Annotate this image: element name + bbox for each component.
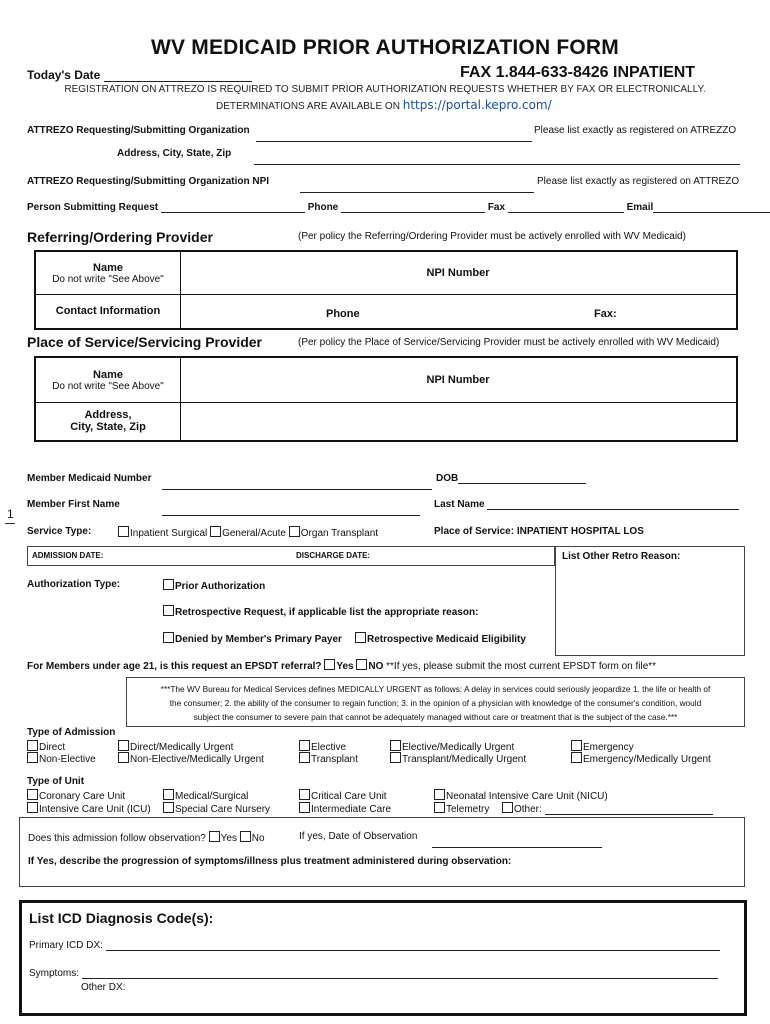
discharge-date-label: DISCHARGE DATE:: [296, 551, 371, 560]
checkbox-icon[interactable]: [240, 831, 251, 842]
adm-elective-urgent[interactable]: Elective/Medically Urgent: [390, 740, 514, 753]
place-policy: (Per policy the Place of Service/Servicing Provider must be actively enrolled with WV Medicaid): [298, 337, 720, 348]
requesting-npi-note: Please list exactly as registered on ATTREZO: [537, 176, 740, 187]
checkbox-icon[interactable]: [27, 789, 38, 800]
requesting-org-note: Please list exactly as registered on ATREZZO: [534, 125, 737, 136]
adm-direct-urgent[interactable]: Direct/Medically Urgent: [118, 740, 233, 753]
place-of-service-label: Place of Service:: [434, 526, 515, 537]
epsdt-question: For Members under age 21, is this request an EPSDT referral?: [27, 661, 322, 672]
member-first-field[interactable]: [162, 498, 420, 516]
contact-info-label: Contact Information: [55, 305, 161, 317]
referring-name-label: Name: [93, 261, 123, 274]
last-name-label: Last Name: [434, 499, 485, 510]
medically-urgent-box: [126, 677, 745, 727]
fax-line: FAX 1.844-633-8426 INPATIENT: [460, 64, 696, 81]
checkbox-icon[interactable]: [289, 526, 300, 537]
person-label: Person Submitting Request: [27, 202, 159, 213]
address-field[interactable]: [254, 147, 740, 165]
auth-retro[interactable]: Retrospective Request, if applicable list the appropriate reason:: [163, 605, 478, 618]
page-marker: 1: [7, 507, 14, 521]
member-first-label: Member First Name: [27, 499, 120, 510]
other-dx-label: Other DX:: [81, 982, 126, 993]
checkbox-icon[interactable]: [163, 579, 174, 590]
checkbox-icon[interactable]: [163, 789, 174, 800]
adm-non-elective[interactable]: Non-Elective: [27, 752, 96, 765]
checkbox-icon[interactable]: [299, 802, 310, 813]
place-heading: Place of Service/Servicing Provider: [27, 334, 263, 350]
adm-non-elective-urgent[interactable]: Non-Elective/Medically Urgent: [118, 752, 264, 765]
todays-date-label: Today's Date: [27, 68, 101, 82]
requesting-npi-label: ATTREZO Requesting/Submitting Organization NPI: [27, 176, 270, 187]
service-organ-transplant[interactable]: Organ Transplant: [289, 528, 378, 539]
checkbox-icon[interactable]: [299, 789, 310, 800]
auth-retro-medicaid[interactable]: Retrospective Medicaid Eligibility: [355, 632, 526, 645]
checkbox-icon[interactable]: [571, 740, 582, 751]
member-medicaid-label: Member Medicaid Number: [27, 473, 152, 484]
place-npi-cell[interactable]: [180, 358, 736, 402]
checkbox-icon[interactable]: [118, 740, 129, 751]
checkbox-icon[interactable]: [163, 802, 174, 813]
checkbox-icon[interactable]: [390, 752, 401, 763]
place-npi-label: NPI Number: [426, 374, 490, 386]
retro-reason-box[interactable]: [555, 546, 745, 656]
last-name-field[interactable]: [434, 499, 739, 510]
epsdt-note: **If yes, please submit the most current EPSDT form on file**: [386, 661, 657, 672]
referring-name-cell: [36, 252, 180, 294]
unit-intermediate[interactable]: Intermediate Care: [299, 802, 391, 815]
checkbox-icon[interactable]: [324, 659, 335, 670]
adm-emergency[interactable]: Emergency: [571, 740, 634, 753]
symptoms-field[interactable]: [29, 968, 718, 979]
email-label: Email: [626, 202, 654, 213]
service-type-label: Service Type:: [27, 526, 92, 537]
obs-date-field[interactable]: [432, 830, 602, 848]
icd-heading: List ICD Diagnosis Code(s):: [29, 910, 214, 926]
todays-date-field[interactable]: [27, 68, 252, 82]
checkbox-icon[interactable]: [434, 789, 445, 800]
registration-text: DETERMINATIONS ARE AVAILABLE ON: [216, 101, 400, 112]
urgent-line-1: ***The WV Bureau for Medical Services defines MEDICALLY URGENT as follows: A delay in services could seriously jeopardize 1. the life or health of: [160, 684, 711, 694]
checkbox-icon[interactable]: [299, 752, 310, 763]
referring-name-sub: Do not write "See Above": [52, 273, 164, 285]
checkbox-icon[interactable]: [571, 752, 582, 763]
referring-heading: Referring/Ordering Provider: [27, 229, 213, 245]
adm-transplant-urgent[interactable]: Transplant/Medically Urgent: [390, 752, 526, 765]
unit-medical-surgical[interactable]: Medical/Surgical: [163, 789, 248, 802]
place-address-cell: [36, 402, 180, 440]
checkbox-icon[interactable]: [27, 802, 38, 813]
service-type-options: [118, 526, 378, 539]
unit-special-nursery[interactable]: Special Care Nursery: [163, 802, 270, 815]
primary-icd-field[interactable]: [29, 940, 720, 951]
medically-urgent-definition: [131, 682, 740, 724]
place-provider-table: [34, 356, 738, 442]
type-admission-label: Type of Admission: [27, 727, 116, 738]
portal-link[interactable]: https://portal.kepro.com/: [402, 98, 552, 112]
registration-line-2: [216, 98, 552, 112]
unit-critical-care[interactable]: Critical Care Unit: [299, 789, 387, 802]
urgent-line-3: subject the consumer to severe pain that cannot be adequately managed without care or treatment that is the subject of the case.***: [193, 712, 678, 722]
unit-nicu[interactable]: Neonatal Intensive Care Unit (NICU): [434, 789, 608, 802]
admission-date-label: ADMISSION DATE:: [32, 551, 104, 560]
obs-yes[interactable]: Yes: [209, 833, 237, 844]
adm-elective[interactable]: Elective: [299, 740, 346, 753]
member-medicaid-field[interactable]: [162, 472, 432, 490]
checkbox-icon[interactable]: [163, 632, 174, 643]
auth-prior[interactable]: Prior Authorization: [163, 579, 265, 592]
requesting-org-field[interactable]: [256, 124, 532, 142]
form-title: WV MEDICAID PRIOR AUTHORIZATION FORM: [150, 36, 619, 59]
requesting-npi-field[interactable]: [300, 175, 534, 193]
referring-contact-cell: [36, 294, 180, 328]
admission-discharge-box[interactable]: [27, 546, 555, 566]
checkbox-icon[interactable]: [118, 752, 129, 763]
checkbox-icon[interactable]: [163, 605, 174, 616]
checkbox-icon[interactable]: [27, 740, 38, 751]
observation-question: Does this admission follow observation?: [28, 833, 206, 844]
icd-box: [19, 900, 747, 1016]
urgent-line-2: the consumer; 2. the ability of the consumer to regain function; 3. in the opinion of a physician with knowledge of the consumer's condition, would: [169, 698, 702, 708]
fax-label: Fax: [487, 202, 506, 213]
checkbox-icon[interactable]: [502, 802, 513, 813]
checkbox-icon[interactable]: [299, 740, 310, 751]
observation-row: [28, 831, 265, 844]
address-label: Address, City, State, Zip: [117, 148, 232, 159]
checkbox-icon[interactable]: [356, 659, 367, 670]
page-marker-dash: [5, 523, 15, 524]
unit-icu[interactable]: Intensive Care Unit (ICU): [27, 802, 151, 815]
service-inpatient-surgical[interactable]: Inpatient Surgical: [118, 528, 207, 539]
dob-field[interactable]: [436, 473, 586, 484]
place-of-service: [434, 526, 644, 537]
service-general-acute[interactable]: General/Acute: [210, 528, 286, 539]
referring-npi-cell[interactable]: [180, 252, 736, 294]
address-label-1: Address,: [84, 409, 132, 421]
checkbox-icon[interactable]: [434, 802, 445, 813]
primary-icd-label: Primary ICD DX:: [29, 940, 103, 951]
adm-transplant[interactable]: Transplant: [299, 752, 358, 765]
epsdt-row: [27, 659, 656, 672]
place-name-sub: Do not write "See Above": [52, 380, 164, 392]
epsdt-yes[interactable]: Yes: [324, 661, 353, 672]
dob-label: DOB: [436, 473, 459, 484]
checkbox-icon[interactable]: [118, 526, 129, 537]
adm-emergency-urgent[interactable]: Emergency/Medically Urgent: [571, 752, 711, 765]
requesting-org-label: ATTREZO Requesting/Submitting Organization: [27, 125, 250, 136]
place-name-label: Name: [93, 368, 123, 381]
referring-fax-label: Fax:: [594, 308, 617, 320]
obs-describe-label: If Yes, describe the progression of symptoms/illness plus treatment administered during observation:: [28, 856, 512, 867]
registration-line-1: REGISTRATION ON ATTREZO IS REQUIRED TO SUBMIT PRIOR AUTHORIZATION REQUESTS WHETHER BY FAX OR ELECTRONICALLY.: [64, 84, 706, 95]
person-submitting-field[interactable]: [27, 202, 770, 213]
checkbox-icon[interactable]: [209, 831, 220, 842]
checkbox-icon[interactable]: [355, 632, 366, 643]
adm-direct[interactable]: Direct: [27, 740, 65, 753]
place-of-service-value: INPATIENT HOSPITAL LOS: [516, 526, 644, 537]
unit-other[interactable]: Other:: [502, 802, 713, 815]
referring-phone-label: Phone: [326, 308, 360, 320]
place-name-cell: [36, 358, 180, 402]
epsdt-no[interactable]: NO: [356, 661, 383, 672]
observation-box: [19, 817, 745, 887]
unit-coronary[interactable]: Coronary Care Unit: [27, 789, 125, 802]
type-unit-label: Type of Unit: [27, 776, 85, 787]
symptoms-label: Symptoms:: [29, 968, 80, 979]
checkbox-icon[interactable]: [210, 526, 221, 537]
authorization-type-label: Authorization Type:: [27, 579, 121, 590]
auth-denied[interactable]: Denied by Member's Primary Payer: [163, 632, 342, 645]
address-label-2: City, State, Zip: [70, 421, 146, 433]
referring-npi-label: NPI Number: [426, 267, 490, 279]
checkbox-icon[interactable]: [27, 752, 38, 763]
obs-no[interactable]: No: [240, 833, 265, 844]
retro-reason-label: List Other Retro Reason:: [562, 551, 681, 562]
checkbox-icon[interactable]: [390, 740, 401, 751]
obs-date-label: If yes, Date of Observation: [299, 831, 418, 842]
phone-label: Phone: [307, 202, 339, 213]
referring-provider-table: [34, 250, 738, 330]
unit-telemetry[interactable]: Telemetry: [434, 802, 489, 815]
referring-policy: (Per policy the Referring/Ordering Provider must be actively enrolled with WV Medicaid): [298, 231, 686, 242]
